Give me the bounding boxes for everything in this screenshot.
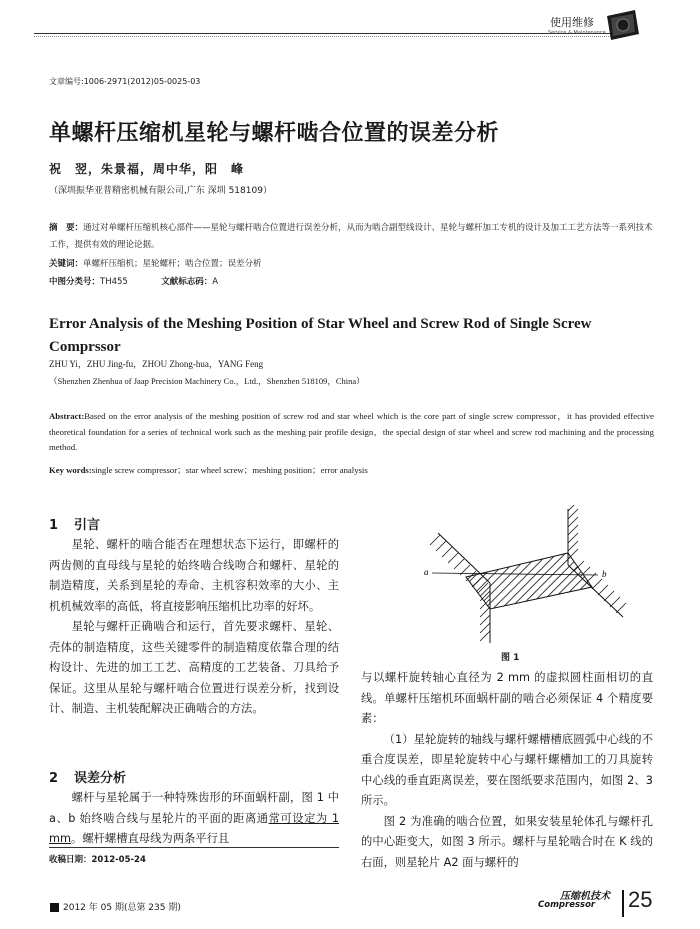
doc-code-label: 文献标志码：	[161, 277, 213, 287]
title-chinese: 单螺杆压缩机星轮与螺杆啮合位置的误差分析	[49, 120, 500, 146]
journal-logo-title: 压缩机技术	[560, 891, 610, 902]
figure-1-caption: 图 1	[501, 653, 520, 663]
keywords-text: 单螺杆压缩机；星轮螺杆；啮合位置；误差分析	[83, 259, 262, 269]
affiliation-english: （Shenzhen Zhenhua of Jaap Precision Machinery Co.，Ltd.，Shenzhen 518109，China）	[49, 376, 365, 386]
authors-chinese: 祝 翌，朱景福，周中华，阳 峰	[49, 162, 245, 176]
section-1-number: 1	[49, 518, 59, 533]
paragraph: 星轮与螺杆正确啮合和运行，首先要求螺杆、星轮、壳体的制造精度，这些关键零件的制造精度依靠合理的结构设计、先进的加工工艺、高精度的工艺装备、刀具给予保证。这里从星轮与螺杆啮合位置进行误差分析，找到设计、制造、主机装配解决正确啮合的方法。	[49, 620, 339, 715]
underlined-text: 常可设定为 1 mm	[49, 811, 340, 845]
abstract-text: 通过对单螺杆压缩机核心部件——星轮与螺杆啮合位置进行误差分析，从而为啮合副型线设计、星轮与螺杆加工专机的设计及加工工艺方法等一系列技术工作，提供有效的理论论据。	[49, 223, 653, 250]
header-rule-dotted	[34, 36, 619, 37]
abstract-en-text: Based on the error analysis of the meshing position of screw rod and star wheel which is the core part of single screw compressor，it has provided effective theoretical foundation for a series of technical work such as the meshing pair profile design，the special design of star wheel and screw rod machining and the processing method.	[49, 411, 654, 452]
keywords-en-text: single screw compressor；star wheel screw；meshing position；error analysis	[91, 465, 368, 475]
paragraph: 与以螺杆旋转轴心直径为 2 mm 的虚拟圆柱面相切的直线。单螺杆压缩机环面蜗杆副的啮合必须保证 4 个精度要素：	[361, 671, 653, 725]
page-number: 25	[628, 887, 653, 912]
abstract-label: 摘 要：	[49, 223, 84, 233]
clc-label: 中图分类号：	[49, 277, 101, 287]
abstract-en-label: Abstract:	[49, 411, 85, 421]
label-b: b	[602, 569, 607, 579]
doc-code-value: A	[212, 277, 219, 287]
footer-divider	[622, 890, 624, 917]
text-span: 螺杆与星轮属于一种特殊齿形的环面蜗杆副，图 1 中 a、b 始终啮合线与星轮片的平面的距离通	[49, 791, 339, 825]
keywords-label: 关键词：	[49, 259, 84, 269]
section-2-number: 2	[49, 771, 59, 786]
section-badge-icon	[601, 6, 641, 44]
label-a: a	[424, 567, 429, 577]
abstract-english	[49, 409, 654, 456]
right-wall	[568, 505, 626, 617]
section-1-heading	[49, 514, 100, 533]
section-1-title: 引言	[74, 518, 101, 533]
clc-value: TH455	[100, 277, 128, 287]
article-number: 文章编号:1006-2971(2012)05-0025-03	[49, 77, 201, 86]
paragraph: 星轮、螺杆的啮合能否在理想状态下运行，即螺杆的两齿侧的直母线与星轮的始终啮合线吻合和螺杆、星轮的制造精度，关系到星轮的寿命、主机容积效率的大小、主机机械效率的高低，将直接影响压缩机比功率的好坏。	[49, 538, 339, 613]
footer-issue: 2012 年 05 期(总第 235 期)	[63, 903, 181, 913]
journal-logo-subtitle: Compressor	[538, 900, 596, 910]
title-english: Error Analysis of the Meshing Position of Star Wheel and Screw Rod of Single Screw Comprssor	[49, 316, 592, 355]
keywords-en-label: Key words:	[49, 465, 92, 475]
section-2-title: 误差分析	[74, 771, 127, 786]
affiliation-chinese: （深圳振华亚普精密机械有限公司,广东 深圳 518109）	[49, 186, 272, 196]
right-column-body	[361, 668, 653, 873]
section-2-heading	[49, 767, 126, 786]
footnote-rule	[49, 847, 339, 848]
section-title: 使用维修	[550, 16, 594, 29]
paragraph: （1）星轮旋转的轴线与螺杆螺槽槽底圆弧中心线的不重合度误差，即星轮旋转中心与螺杆螺槽加工的刀具旋转中心线的垂直距离误差，要在图纸要求范围内，如图 2、3 所示。	[361, 732, 653, 807]
received-date: 收稿日期：2012-05-24	[49, 855, 146, 865]
section-subtitle: Service & Maintenance	[548, 30, 606, 36]
footer-square-icon	[50, 903, 59, 912]
classification-chinese	[49, 275, 218, 287]
section-1-body	[49, 535, 339, 720]
keywords-chinese	[49, 257, 262, 269]
paragraph: 图 2 为准确的啮合位置，如果安装星轮体孔与螺杆孔的中心距变大，如图 3 所示。螺杆与星轮啮合时在 K 线的右面，则星轮片 A2 面与螺杆的	[361, 814, 653, 869]
keywords-english	[49, 464, 368, 476]
star-wheel-blade	[466, 553, 592, 609]
paragraph	[49, 788, 339, 850]
abstract-chinese	[49, 220, 654, 254]
section-2-body	[49, 788, 339, 850]
text-span: 。螺杆螺槽直母线为两条平行且	[71, 832, 230, 845]
figure-1	[418, 505, 648, 645]
header-rule	[34, 33, 619, 34]
authors-english: ZHU Yi，ZHU Jing-fu，ZHOU Zhong-hua，YANG Feng	[49, 359, 264, 369]
